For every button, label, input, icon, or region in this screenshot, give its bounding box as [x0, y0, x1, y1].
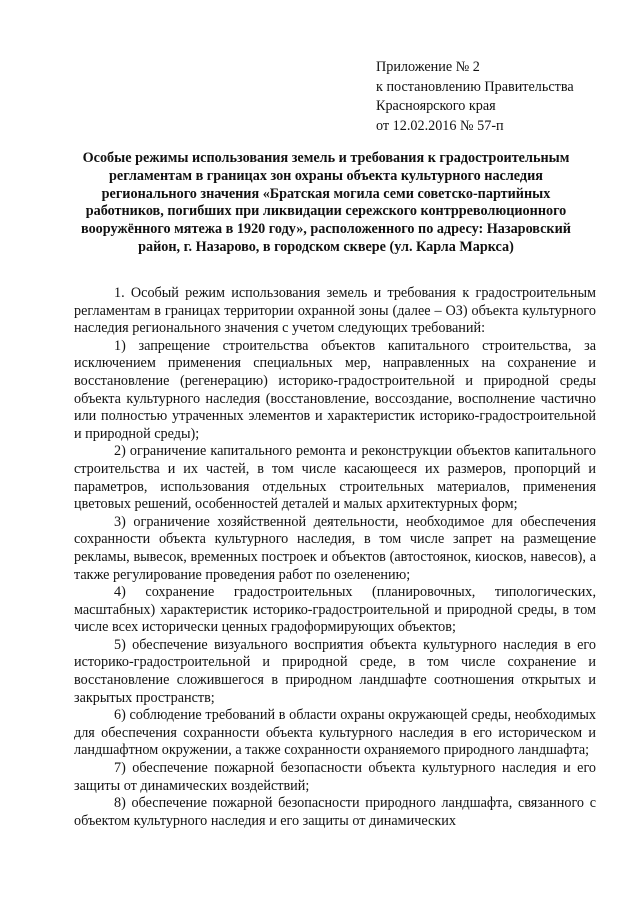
appendix-region: Красноярского края	[376, 98, 496, 114]
appendix-number: Приложение № 2	[376, 59, 480, 75]
document-body	[74, 285, 596, 830]
title-line: регламентам в границах зон охраны объекта культурного наследия	[109, 167, 543, 184]
paragraph-item-5: 5) обеспечение визуального восприятия объекта культурного наследия в его историко-градостроительной и природной среде, в том числе сохранение и восстановление сложившегося в природном ландшафте соотношения открытых и закрытых пространств;	[74, 636, 596, 706]
paragraph-item-1: 1) запрещение строительства объектов капитального строительства, за исключением применения специальных мер, направленных на сохранение и восстановление (регенерацию) историко-градостроительной и природной среды объекта культурного наследия (восстановление, воссоздание, восполнение частично или полностью утраченных элементов и характеристик историко-градостроительной и природной среды);	[74, 337, 596, 442]
appendix-header	[376, 58, 616, 136]
appendix-date: от 12.02.2016 № 57-п	[376, 117, 504, 134]
paragraph-item-2: 2) ограничение капитального ремонта и реконструкции объектов капитального строительства и их частей, в том числе касающееся их размеров, пропорций и параметров, использования отдельных строительных материалов, применения цветовых решений, особенностей деталей и малых архитектурных форм;	[74, 443, 596, 513]
paragraph-item-8: 8) обеспечение пожарной безопасности природного ландшафта, связанного с объектом культурного наследия и его защиты от динамических	[74, 795, 596, 829]
paragraph-item-3: 3) ограничение хозяйственной деятельности, необходимое для обеспечения сохранности объекта культурного наследия, в том числе запрет на размещение рекламы, вывесок, временных построек и объектов (автостоянок, киосков, навесов), а также регулирование проведения работ по озеленению;	[74, 513, 596, 583]
title-line: работников, погибших при ликвидации сережского контрреволюционного	[85, 203, 567, 220]
title-line: регионального значения «Братская могила семи советско-партийных	[101, 185, 551, 202]
title-line: Особые режимы использования земель и требования к градостроительным	[82, 150, 570, 166]
title-line: район, г. Назарово, в городском сквере (ул. Карла Маркса)	[138, 238, 514, 255]
paragraph-intro: 1. Особый режим использования земель и требования к градостроительным регламентам в границах территории охранной зоны (далее – ОЗ) объекта культурного наследия регионального значения с учетом следующих требований:	[74, 285, 596, 337]
title-line: вооружённого мятежа в 1920 году», расположенного по адресу: Назаровский	[81, 221, 571, 238]
paragraph-item-6: 6) соблюдение требований в области охраны окружающей среды, необходимых для обеспечения сохранности объекта культурного наследия в его историческом и ландшафтном окружении, а также сохранности охраняемого природного ландшафта;	[74, 707, 596, 759]
paragraph-item-7: 7) обеспечение пожарной безопасности объекта культурного наследия и его защиты от динамических воздействий;	[74, 760, 596, 794]
paragraph-item-4: 4) сохранение градостроительных (планировочных, типологических, масштабных) характеристик историко-градостроительной и природной среды, в том числе всех исторически ценных градоформирующих объектов;	[74, 584, 596, 636]
document-title	[62, 150, 590, 257]
appendix-resolution: к постановлению Правительства	[376, 78, 574, 95]
